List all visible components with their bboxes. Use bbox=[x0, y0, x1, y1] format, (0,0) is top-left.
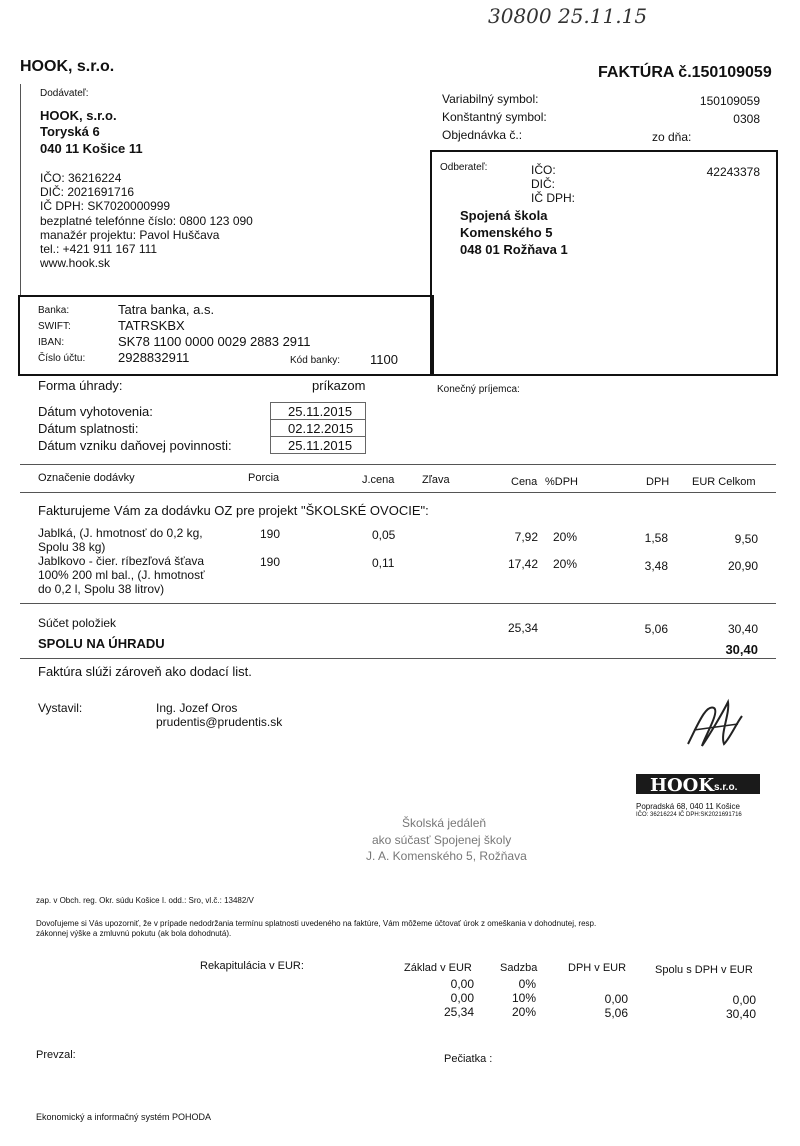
stamp-line3: J. A. Komenského 5, Rožňava bbox=[366, 849, 527, 863]
customer-ico-value: 42243378 bbox=[706, 165, 760, 179]
row2-price: 17,42 bbox=[507, 557, 538, 571]
recap-header-total: Spolu s DPH v EUR bbox=[655, 964, 753, 976]
bank-value: Tatra banka, a.s. bbox=[118, 302, 215, 317]
final-recipient-label: Konečný príjemca: bbox=[437, 384, 520, 395]
header-discount: Zľava bbox=[422, 474, 450, 486]
supplier-phone: tel.: +421 911 167 111 bbox=[40, 242, 158, 256]
swift-label: SWIFT: bbox=[38, 321, 71, 332]
order-date-label: zo dňa: bbox=[652, 130, 692, 144]
bank-label: Banka: bbox=[38, 305, 70, 316]
issued-by-email: prudentis@prudentis.sk bbox=[156, 715, 283, 729]
handwritten-note: 30800 25.11.15 bbox=[488, 4, 648, 28]
notice-line1: Dovoľujeme si Vás upozorniť, že v prípade nedodržania termínu splatnosti uvedeného na faktúre, Vám môžeme účtovať úrok z omeškania v dohodnutej, resp. bbox=[36, 919, 597, 928]
row2-vat: 3,48 bbox=[644, 559, 668, 573]
sum-vat: 5,06 bbox=[644, 622, 668, 636]
customer-icdph-label: IČ DPH: bbox=[531, 191, 576, 205]
payment-form-value: príkazom bbox=[312, 378, 366, 393]
header-qty: Porcia bbox=[248, 472, 280, 484]
supplier-city: 040 11 Košice 11 bbox=[40, 141, 143, 156]
recap-row1-rate: 0% bbox=[518, 977, 536, 991]
row2-desc-line3: do 0,2 l, Spolu 38 litrov) bbox=[38, 582, 165, 596]
recap-title: Rekapitulácia v EUR: bbox=[200, 960, 304, 972]
row1-price: 7,92 bbox=[514, 530, 538, 544]
row2-desc-line1: Jablkovo - čier. ríbezľová šťava bbox=[38, 554, 205, 568]
invoice-intro: Fakturujeme Vám za dodávku OZ pre projekt "ŠKOLSKÉ OVOCIE": bbox=[38, 503, 429, 518]
amount-due-total: 30,40 bbox=[725, 642, 758, 657]
supplier-street: Toryská 6 bbox=[40, 124, 100, 139]
received-by-label: Prevzal: bbox=[36, 1049, 76, 1061]
recap-row2-base: 0,00 bbox=[450, 991, 474, 1005]
notice-line2: zákonnej výške a zmluvnú pokutu (ak bola dohodnutá). bbox=[36, 929, 232, 938]
tax-date-label: Dátum vzniku daňovej povinnosti: bbox=[38, 438, 232, 453]
stamp-line1: Školská jedáleň bbox=[402, 816, 487, 830]
supplier-icdph: IČ DPH: SK7020000999 bbox=[40, 199, 171, 213]
row2-vat-pct: 20% bbox=[553, 557, 578, 571]
customer-name: Spojená škola bbox=[460, 208, 548, 223]
logo-address: Popradská 68, 040 11 Košice bbox=[636, 802, 740, 811]
sum-price: 25,34 bbox=[507, 621, 538, 635]
issue-date-value: 25.11.2015 bbox=[288, 404, 353, 419]
sum-label: Súčet položiek bbox=[38, 616, 117, 630]
recap-row2-vat: 0,00 bbox=[604, 992, 628, 1006]
supplier-web: www.hook.sk bbox=[40, 256, 111, 270]
recap-row3-rate: 20% bbox=[511, 1005, 536, 1019]
supplier-label: Dodávateľ: bbox=[40, 88, 89, 99]
stamp-place-label: Pečiatka : bbox=[444, 1053, 493, 1065]
recap-row3-vat: 5,06 bbox=[604, 1006, 628, 1020]
account-label: Číslo účtu: bbox=[38, 353, 86, 364]
customer-ico-label: IČO: bbox=[531, 163, 556, 177]
recap-header-base: Základ v EUR bbox=[404, 962, 472, 974]
row1-vat-pct: 20% bbox=[553, 530, 578, 544]
recap-row2-total: 0,00 bbox=[732, 993, 756, 1007]
logo-name: HOOK bbox=[650, 775, 715, 796]
iban-label: IBAN: bbox=[38, 337, 65, 348]
recap-row3-total: 30,40 bbox=[725, 1007, 756, 1021]
header-item: Označenie dodávky bbox=[38, 472, 135, 484]
issued-by-name: Ing. Jozef Oros bbox=[156, 701, 238, 715]
row1-desc-line1: Jablká, (J. hmotnosť do 0,2 kg, bbox=[38, 526, 203, 540]
header-vat: DPH bbox=[646, 476, 670, 488]
amount-due-label: SPOLU NA ÚHRADU bbox=[38, 636, 165, 651]
supplier-ico: IČO: 36216224 bbox=[40, 171, 122, 185]
tax-date-value: 25.11.2015 bbox=[288, 438, 353, 453]
row1-total: 9,50 bbox=[734, 532, 758, 546]
row1-desc-line2: Spolu 38 kg) bbox=[38, 540, 106, 554]
payment-form-label: Forma úhrady: bbox=[38, 378, 123, 393]
row2-unit-price: 0,11 bbox=[372, 556, 395, 570]
variable-symbol-label: Variabilný symbol: bbox=[442, 92, 539, 106]
stamp-line2: ako súčasť Spojenej školy bbox=[372, 833, 512, 847]
constant-symbol-value: 0308 bbox=[733, 112, 760, 126]
logo-ids: IČO: 36216224 IČ DPH:SK2021691716 bbox=[636, 812, 742, 818]
header-price: Cena bbox=[511, 476, 538, 488]
row2-desc-line2: 100% 200 ml bal., (J. hmotnosť bbox=[38, 568, 205, 582]
due-date-value: 02.12.2015 bbox=[288, 421, 354, 436]
issued-by-label: Vystavil: bbox=[38, 701, 83, 715]
supplier-dic: DIČ: 2021691716 bbox=[40, 185, 135, 199]
row1-vat: 1,58 bbox=[644, 531, 668, 545]
order-label: Objednávka č.: bbox=[442, 128, 523, 142]
customer-label: Odberateľ: bbox=[440, 162, 488, 173]
header-vat-pct: %DPH bbox=[545, 476, 579, 488]
signature-image bbox=[680, 694, 750, 758]
customer-street: Komenského 5 bbox=[460, 225, 553, 240]
company-header: HOOK, s.r.o. bbox=[20, 58, 115, 75]
recap-header-vat: DPH v EUR bbox=[568, 962, 627, 974]
bank-code-label: Kód banky: bbox=[290, 355, 341, 366]
sum-total: 30,40 bbox=[727, 622, 758, 636]
issue-date-label: Dátum vyhotovenia: bbox=[38, 404, 153, 419]
software-note: Ekonomický a informačný systém POHODA bbox=[36, 1112, 212, 1122]
account-value: 2928832911 bbox=[118, 350, 190, 365]
header-total: EUR Celkom bbox=[692, 476, 756, 488]
logo-suffix: s.r.o. bbox=[714, 782, 738, 793]
registry-info: zap. v Obch. reg. Okr. súdu Košice I. odd.: Sro, vl.č.: 13482/V bbox=[36, 896, 254, 905]
row1-qty: 190 bbox=[260, 527, 281, 541]
recap-header-rate: Sadzba bbox=[500, 962, 538, 974]
supplier-manager: manažér projektu: Pavol Huščava bbox=[40, 228, 220, 242]
customer-box bbox=[430, 150, 778, 376]
customer-dic-label: DIČ: bbox=[531, 177, 555, 191]
supplier-name: HOOK, s.r.o. bbox=[40, 108, 117, 123]
recap-row1-base: 0,00 bbox=[450, 977, 474, 991]
due-date-label: Dátum splatnosti: bbox=[38, 421, 139, 436]
recap-row3-base: 25,34 bbox=[443, 1005, 474, 1019]
invoice-title: FAKTÚRA č.150109059 bbox=[598, 64, 772, 81]
row2-total: 20,90 bbox=[727, 559, 758, 573]
recap-row2-rate: 10% bbox=[511, 991, 536, 1005]
bank-code-value: 1100 bbox=[370, 352, 398, 367]
row2-qty: 190 bbox=[260, 555, 281, 569]
delivery-note: Faktúra slúži zároveň ako dodací list. bbox=[38, 664, 252, 679]
header-unit-price: J.cena bbox=[362, 474, 395, 486]
row1-unit-price: 0,05 bbox=[372, 528, 396, 542]
swift-value: TATRSKBX bbox=[118, 318, 185, 333]
iban-value: SK78 1100 0000 0029 2883 2911 bbox=[118, 334, 311, 349]
supplier-phone-free: bezplatné telefónne číslo: 0800 123 090 bbox=[40, 214, 253, 228]
constant-symbol-label: Konštantný symbol: bbox=[442, 110, 547, 124]
customer-city: 048 01 Rožňava 1 bbox=[460, 242, 568, 257]
variable-symbol-value: 150109059 bbox=[699, 94, 760, 108]
